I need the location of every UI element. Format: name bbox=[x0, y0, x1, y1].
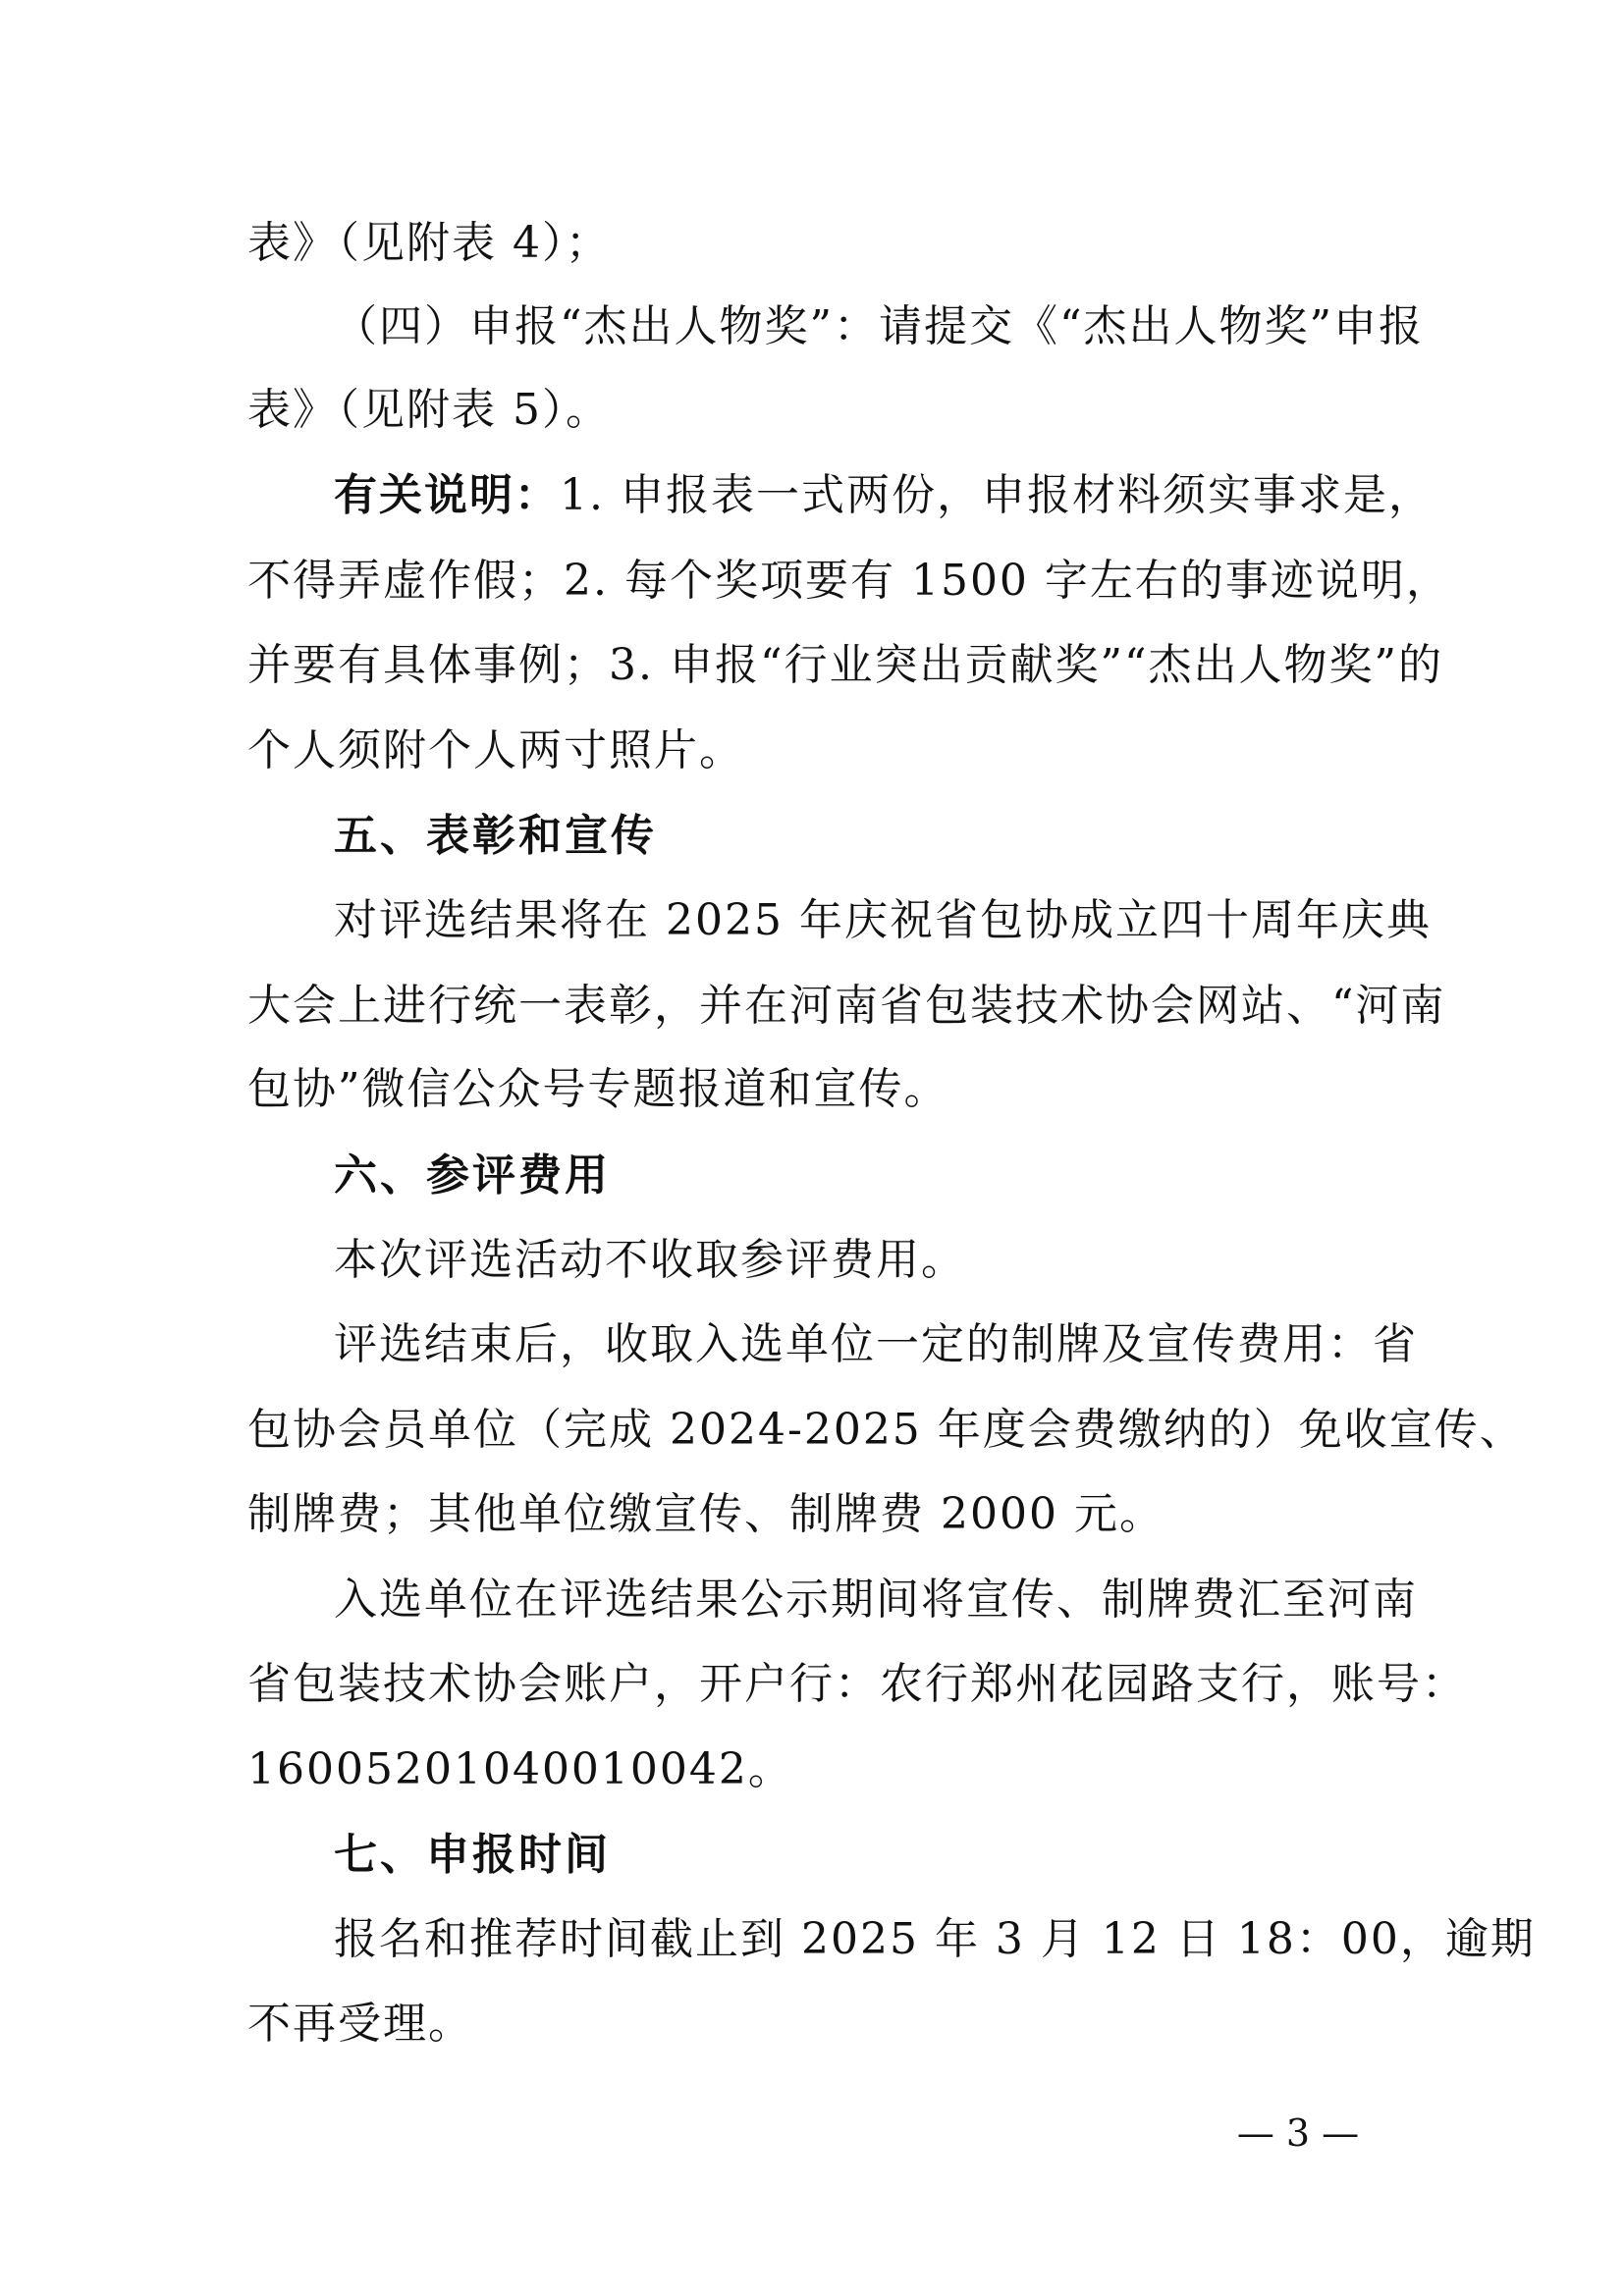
body-line: 表》（见附表 4）； bbox=[247, 218, 611, 268]
notes-line bbox=[334, 466, 1434, 525]
page-number: — 3 — bbox=[1236, 2111, 1360, 2155]
body-line: 制牌费；其他单位缴宣传、制牌费 2000 元。 bbox=[247, 1489, 1164, 1539]
notes-text: 1. 申报表一式两份，申报材料须实事求是， bbox=[560, 470, 1434, 520]
body-line: 省包装技术协会账户，开户行：农行郑州花园路支行，账号： bbox=[247, 1659, 1467, 1709]
section-heading-7: 七、申报时间 bbox=[334, 1830, 611, 1880]
body-line: 大会上进行统一表彰，并在河南省包装技术协会网站、“河南 bbox=[247, 981, 1446, 1031]
body-line: 表》（见附表 5）。 bbox=[247, 385, 611, 435]
body-line: 评选结束后，收取入选单位一定的制牌及宣传费用：省 bbox=[334, 1319, 1418, 1369]
body-line: 包协会员单位（完成 2024-2025 年度会费缴纳的）免收宣传、 bbox=[247, 1405, 1525, 1455]
body-line: （四）申报“杰出人物奖”：请提交《“杰出人物奖”申报 bbox=[334, 301, 1424, 351]
section-heading-6: 六、参评费用 bbox=[334, 1150, 611, 1201]
body-line: 个人须附个人两寸照片。 bbox=[247, 725, 744, 775]
notes-label: 有关说明： bbox=[334, 470, 560, 520]
body-line: 入选单位在评选结果公示期间将宣传、制牌费汇至河南 bbox=[334, 1575, 1418, 1625]
body-line: 不再受理。 bbox=[247, 1999, 473, 2049]
body-line: 报名和推荐时间截止到 2025 年 3 月 12 日 18：00，逾期 bbox=[334, 1914, 1536, 1964]
section-heading-5: 五、表彰和宣传 bbox=[334, 811, 657, 861]
account-number: 16005201040010042。 bbox=[247, 1744, 793, 1794]
body-line: 包协”微信公众号专题报道和宣传。 bbox=[247, 1064, 949, 1114]
body-line: 并要有具体事例；3. 申报“行业突出贡献奖”“杰出人物奖”的 bbox=[247, 640, 1443, 690]
body-line: 本次评选活动不收取参评费用。 bbox=[334, 1235, 966, 1285]
body-line: 对评选结果将在 2025 年庆祝省包协成立四十周年庆典 bbox=[334, 895, 1432, 945]
body-line: 不得弄虚作假；2. 每个奖项要有 1500 字左右的事迹说明， bbox=[247, 556, 1451, 606]
